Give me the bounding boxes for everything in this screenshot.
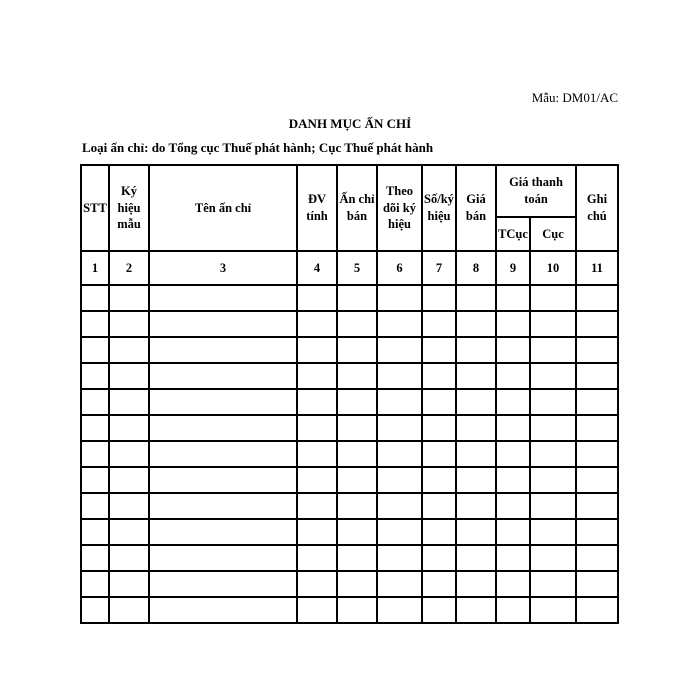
table-cell[interactable] [149, 467, 297, 493]
table-cell[interactable] [530, 545, 576, 571]
table-cell[interactable] [81, 337, 109, 363]
table-cell[interactable] [422, 519, 456, 545]
table-cell[interactable] [576, 285, 618, 311]
table-cell[interactable] [530, 519, 576, 545]
table-cell[interactable] [496, 337, 530, 363]
table-cell[interactable] [377, 467, 422, 493]
table-cell[interactable] [377, 363, 422, 389]
table-cell[interactable] [297, 545, 337, 571]
table-cell[interactable] [337, 545, 377, 571]
table-cell[interactable] [149, 441, 297, 467]
table-cell[interactable] [422, 545, 456, 571]
table-row [81, 337, 618, 363]
table-cell[interactable] [456, 337, 496, 363]
table-cell[interactable] [149, 545, 297, 571]
table-row [81, 389, 618, 415]
table-cell[interactable] [81, 597, 109, 623]
table-row [81, 571, 618, 597]
table-cell[interactable] [456, 493, 496, 519]
table-cell[interactable] [337, 363, 377, 389]
table-cell[interactable] [337, 597, 377, 623]
table-cell[interactable] [81, 389, 109, 415]
column-number: 10 [530, 251, 576, 285]
table-cell[interactable] [149, 415, 297, 441]
table-cell[interactable] [456, 389, 496, 415]
table-cell[interactable] [422, 467, 456, 493]
header-so-ky-hieu: Số/ký hiệu [422, 165, 456, 251]
header-gia-ban: Giá bán [456, 165, 496, 251]
table-cell[interactable] [149, 389, 297, 415]
table-row [81, 545, 618, 571]
table-cell[interactable] [496, 545, 530, 571]
table-cell[interactable] [456, 467, 496, 493]
table-cell[interactable] [297, 493, 337, 519]
table-row [81, 415, 618, 441]
table-cell[interactable] [109, 285, 149, 311]
column-number: 8 [456, 251, 496, 285]
document-title: DANH MỤC ẤN CHỈ [288, 116, 412, 131]
table-cell[interactable] [149, 519, 297, 545]
table-cell[interactable] [422, 441, 456, 467]
header-gia-thanh-toan: Giá thanh toán [496, 165, 576, 217]
table-cell[interactable] [149, 285, 297, 311]
table-cell[interactable] [576, 311, 618, 337]
table-cell[interactable] [337, 311, 377, 337]
table-row [81, 363, 618, 389]
table-cell[interactable] [530, 285, 576, 311]
table-cell[interactable] [496, 389, 530, 415]
header-ghi-chu: Ghi chú [576, 165, 618, 251]
table-cell[interactable] [530, 311, 576, 337]
table-cell[interactable] [81, 363, 109, 389]
table-cell[interactable] [297, 415, 337, 441]
table-cell[interactable] [297, 337, 337, 363]
table-cell[interactable] [297, 441, 337, 467]
table-cell[interactable] [530, 337, 576, 363]
table-cell[interactable] [149, 597, 297, 623]
table-cell[interactable] [377, 571, 422, 597]
header-an-chi-ban: Ấn chỉ bán [337, 165, 377, 251]
table-cell[interactable] [377, 519, 422, 545]
table-cell[interactable] [377, 389, 422, 415]
table-cell[interactable] [576, 597, 618, 623]
table-cell[interactable] [576, 363, 618, 389]
header-dv-tinh: ĐV tính [297, 165, 337, 251]
header-ten-an-chi: Tên ấn chỉ [149, 165, 297, 251]
table-cell[interactable] [109, 337, 149, 363]
table-cell[interactable] [530, 597, 576, 623]
table-cell[interactable] [81, 571, 109, 597]
header-ky-hieu-mau: Ký hiệu mẫu [109, 165, 149, 251]
table-cell[interactable] [496, 415, 530, 441]
column-number: 11 [576, 251, 618, 285]
header-tcuc: TCục [496, 217, 530, 251]
table-cell[interactable] [496, 285, 530, 311]
column-number-row [81, 251, 618, 285]
table-cell[interactable] [81, 285, 109, 311]
table-cell[interactable] [109, 415, 149, 441]
column-number: 5 [337, 251, 377, 285]
table-cell[interactable] [456, 571, 496, 597]
table-cell[interactable] [337, 571, 377, 597]
table-cell[interactable] [81, 519, 109, 545]
table-cell[interactable] [456, 363, 496, 389]
table-cell[interactable] [297, 571, 337, 597]
table-cell[interactable] [377, 285, 422, 311]
column-number: 7 [422, 251, 456, 285]
table-cell[interactable] [81, 415, 109, 441]
table-cell[interactable] [109, 597, 149, 623]
table-cell[interactable] [377, 311, 422, 337]
table-cell[interactable] [422, 311, 456, 337]
table-cell[interactable] [297, 285, 337, 311]
table-cell[interactable] [149, 337, 297, 363]
table-row [81, 519, 618, 545]
table-cell[interactable] [377, 441, 422, 467]
table-cell[interactable] [530, 441, 576, 467]
table-cell[interactable] [496, 571, 530, 597]
table-cell[interactable] [576, 389, 618, 415]
table-cell[interactable] [422, 597, 456, 623]
table-cell[interactable] [109, 571, 149, 597]
table-cell[interactable] [496, 363, 530, 389]
table-cell[interactable] [337, 493, 377, 519]
table-cell[interactable] [297, 467, 337, 493]
table-cell[interactable] [377, 597, 422, 623]
table-cell[interactable] [377, 415, 422, 441]
table-cell[interactable] [422, 389, 456, 415]
table-cell[interactable] [530, 415, 576, 441]
column-number: 1 [81, 251, 109, 285]
table-cell[interactable] [377, 337, 422, 363]
table-cell[interactable] [109, 519, 149, 545]
table-row [81, 285, 618, 311]
table-cell[interactable] [530, 363, 576, 389]
column-number: 3 [149, 251, 297, 285]
table-cell[interactable] [81, 545, 109, 571]
table-row [81, 597, 618, 623]
table-cell[interactable] [337, 285, 377, 311]
table-cell[interactable] [109, 311, 149, 337]
table-cell[interactable] [496, 467, 530, 493]
catalog-table [80, 164, 619, 624]
table-cell[interactable] [297, 597, 337, 623]
table-cell[interactable] [530, 467, 576, 493]
table-cell[interactable] [456, 519, 496, 545]
table-cell[interactable] [149, 363, 297, 389]
table-cell[interactable] [297, 363, 337, 389]
table-cell[interactable] [337, 519, 377, 545]
table-cell[interactable] [422, 415, 456, 441]
table-cell[interactable] [337, 467, 377, 493]
column-number: 4 [297, 251, 337, 285]
table-cell[interactable] [297, 311, 337, 337]
table-cell[interactable] [576, 467, 618, 493]
table-cell[interactable] [422, 285, 456, 311]
table-cell[interactable] [496, 519, 530, 545]
table-cell[interactable] [337, 415, 377, 441]
table-cell[interactable] [422, 571, 456, 597]
table-cell[interactable] [149, 493, 297, 519]
column-number: 9 [496, 251, 530, 285]
table-cell[interactable] [149, 571, 297, 597]
header-theo-doi-ky-hieu: Theo dõi ký hiệu [377, 165, 422, 251]
table-cell[interactable] [337, 337, 377, 363]
header-stt: STT [81, 165, 109, 251]
table-cell[interactable] [576, 415, 618, 441]
table-cell[interactable] [81, 441, 109, 467]
column-number: 6 [377, 251, 422, 285]
table-row [81, 493, 618, 519]
table-cell[interactable] [109, 545, 149, 571]
table-cell[interactable] [109, 389, 149, 415]
table-cell[interactable] [576, 571, 618, 597]
table-cell[interactable] [576, 337, 618, 363]
table-cell[interactable] [530, 493, 576, 519]
table-cell[interactable] [496, 597, 530, 623]
table-cell[interactable] [337, 441, 377, 467]
table-cell[interactable] [149, 311, 297, 337]
table-cell[interactable] [456, 415, 496, 441]
table-cell[interactable] [422, 493, 456, 519]
table-cell[interactable] [81, 493, 109, 519]
table-cell[interactable] [456, 545, 496, 571]
table-cell[interactable] [496, 441, 530, 467]
document-subtitle: Loại ấn chỉ: do Tổng cục Thuế phát hành; Cục Thuế phát hành [82, 140, 434, 155]
table-cell[interactable] [422, 363, 456, 389]
table-cell[interactable] [422, 337, 456, 363]
table-cell[interactable] [576, 493, 618, 519]
table-cell[interactable] [456, 597, 496, 623]
table-cell[interactable] [337, 389, 377, 415]
table-cell[interactable] [297, 519, 337, 545]
table-cell[interactable] [109, 441, 149, 467]
table-cell[interactable] [530, 571, 576, 597]
form-code: Mẫu: DM01/AC [531, 90, 618, 105]
table-cell[interactable] [456, 285, 496, 311]
table-cell[interactable] [81, 311, 109, 337]
table-row [81, 467, 618, 493]
table-cell[interactable] [576, 441, 618, 467]
table-cell[interactable] [576, 519, 618, 545]
table-cell[interactable] [456, 311, 496, 337]
table-cell[interactable] [109, 493, 149, 519]
table-row [81, 441, 618, 467]
table-cell[interactable] [377, 545, 422, 571]
table-cell[interactable] [576, 545, 618, 571]
table-cell[interactable] [496, 311, 530, 337]
table-cell[interactable] [109, 363, 149, 389]
table-cell[interactable] [530, 389, 576, 415]
column-number: 2 [109, 251, 149, 285]
table-cell[interactable] [377, 493, 422, 519]
table-row [81, 311, 618, 337]
table-cell[interactable] [109, 467, 149, 493]
table-cell[interactable] [297, 389, 337, 415]
header-cuc: Cục [530, 217, 576, 251]
table-cell[interactable] [81, 467, 109, 493]
table-cell[interactable] [456, 441, 496, 467]
table-cell[interactable] [496, 493, 530, 519]
